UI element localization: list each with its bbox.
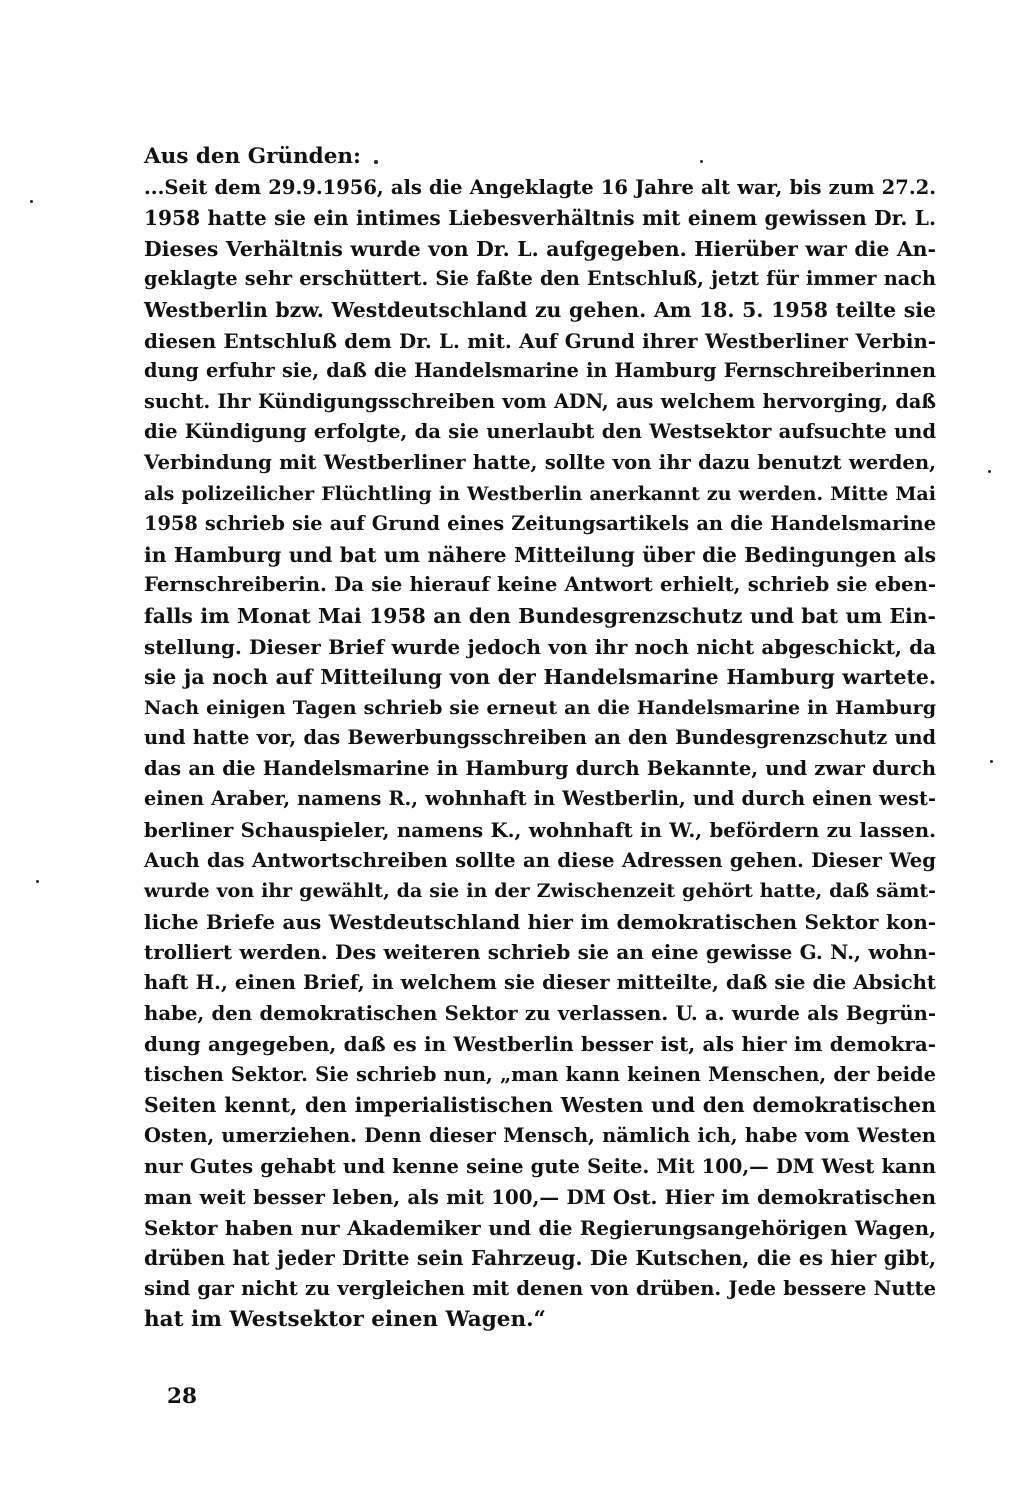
page-number: 28 xyxy=(167,1384,197,1409)
text-line: stellung. Dieser Brief wurde jedoch von ihr noch nicht abgeschickt, da xyxy=(144,634,936,659)
section-heading: Aus den Gründen: xyxy=(144,144,361,169)
text-line: sind gar nicht zu vergleichen mit denen von drüben. Jede bessere Nutte xyxy=(144,1276,936,1300)
text-line: Seiten kennt, den imperialistischen Westen und den demokratischen xyxy=(144,1093,936,1118)
text-line: wurde von ihr gewählt, da sie in der Zwischenzeit gehört hatte, daß sämt- xyxy=(144,880,936,903)
text-line: in Hamburg und bat um nähere Mitteilung über die Bedingungen als xyxy=(144,542,936,567)
text-line: Nach einigen Tagen schrieb sie erneut an die Handelsmarine in Hamburg xyxy=(144,696,936,719)
text-line: geklagte sehr erschüttert. Sie faßte den Entschluß, jetzt für immer nach xyxy=(144,267,936,291)
text-line: falls im Monat Mai 1958 an den Bundesgrenzschutz und bat um Ein- xyxy=(144,603,936,628)
text-line: Dieses Verhältnis wurde von Dr. L. aufgegeben. Hierüber war die An- xyxy=(144,236,936,261)
text-line: die Kündigung erfolgte, da sie unerlaubt den Westsektor aufsuchte und xyxy=(144,420,936,444)
text-line: ...Seit dem 29.9.1956, als die Angeklagte 16 Jahre alt war, bis zum 27.2. xyxy=(144,175,936,199)
text-line: sie ja noch auf Mitteilung von der Handelsmarine Hamburg wartete. xyxy=(144,665,936,690)
text-line: als polizeilicher Flüchtling in Westberlin anerkannt zu werden. Mitte Mai xyxy=(144,482,936,505)
print-speck xyxy=(990,760,993,763)
print-speck xyxy=(30,200,33,203)
text-line: und hatte vor, das Bewerbungsschreiben an den Bundesgrenzschutz und xyxy=(144,726,936,750)
print-speck xyxy=(36,880,39,883)
text-line: Auch das Antwortschreiben sollte an diese Adressen gehen. Dieser Weg xyxy=(144,848,936,872)
text-line: Osten, umerziehen. Denn dieser Mensch, nämlich ich, habe vom Westen xyxy=(144,1124,936,1147)
text-line-last: hat im Westsektor einen Wagen.“ xyxy=(144,1306,546,1332)
text-line: einen Araber, namens R., wohnhaft in Westberlin, und durch einen west- xyxy=(144,787,936,811)
text-line: haft H., einen Brief, in welchem sie dieser mitteilte, daß sie die Absicht xyxy=(144,971,936,995)
text-line: Sektor haben nur Akademiker und die Regierungsangehörigen Wagen, xyxy=(144,1215,936,1240)
text-line: diesen Entschluß dem Dr. L. mit. Auf Grund ihrer Westberliner Verbin- xyxy=(144,328,936,353)
text-line: tischen Sektor. Sie schrieb nun, „man kann keinen Menschen, der beide xyxy=(144,1062,936,1086)
body-text xyxy=(144,142,936,1335)
text-line: 1958 hatte sie ein intimes Liebesverhältnis mit einem gewissen Dr. L. xyxy=(144,206,936,231)
text-line: habe, den demokratischen Sektor zu verlassen. U. a. wurde als Begrün- xyxy=(144,1001,936,1025)
text-line: das an die Handelsmarine in Hamburg durch Bekannte, und zwar durch xyxy=(144,756,936,780)
text-line: Verbindung mit Westberliner hatte, sollte von ihr dazu benutzt werden, xyxy=(144,450,936,474)
text-line: sucht. Ihr Kündigungsschreiben vom ADN, aus welchem hervorging, daß xyxy=(144,389,936,413)
text-line: Fernschreiberin. Da sie hierauf keine Antwort erhielt, schrieb sie eben- xyxy=(144,573,936,597)
print-speck xyxy=(988,470,991,473)
text-line: Westberlin bzw. Westdeutschland zu gehen. Am 18. 5. 1958 teilte sie xyxy=(144,297,936,322)
text-line: trolliert werden. Des weiteren schrieb sie an eine gewisse G. N., wohn- xyxy=(144,940,936,965)
text-line: berliner Schauspieler, namens K., wohnhaft in W., befördern zu lassen. xyxy=(144,818,936,843)
text-line: nur Gutes gehabt und kenne seine gute Seite. Mit 100,— DM West kann xyxy=(144,1154,936,1178)
text-line: drüben hat jeder Dritte sein Fahrzeug. Die Kutschen, die es hier gibt, xyxy=(144,1246,936,1271)
text-line: dung erfuhr sie, daß die Handelsmarine in Hamburg Fernschreiberinnen xyxy=(144,359,936,383)
text-line: man weit besser leben, als mit 100,— DM Ost. Hier im demokratischen xyxy=(144,1185,936,1210)
text-line: 1958 schrieb sie auf Grund eines Zeitungsartikels an die Handelsmarine xyxy=(144,512,936,536)
text-line: dung angegeben, daß es in Westberlin besser ist, als hier im demokra- xyxy=(144,1032,936,1057)
text-line: liche Briefe aus Westdeutschland hier im demokratischen Sektor kon- xyxy=(144,909,936,934)
